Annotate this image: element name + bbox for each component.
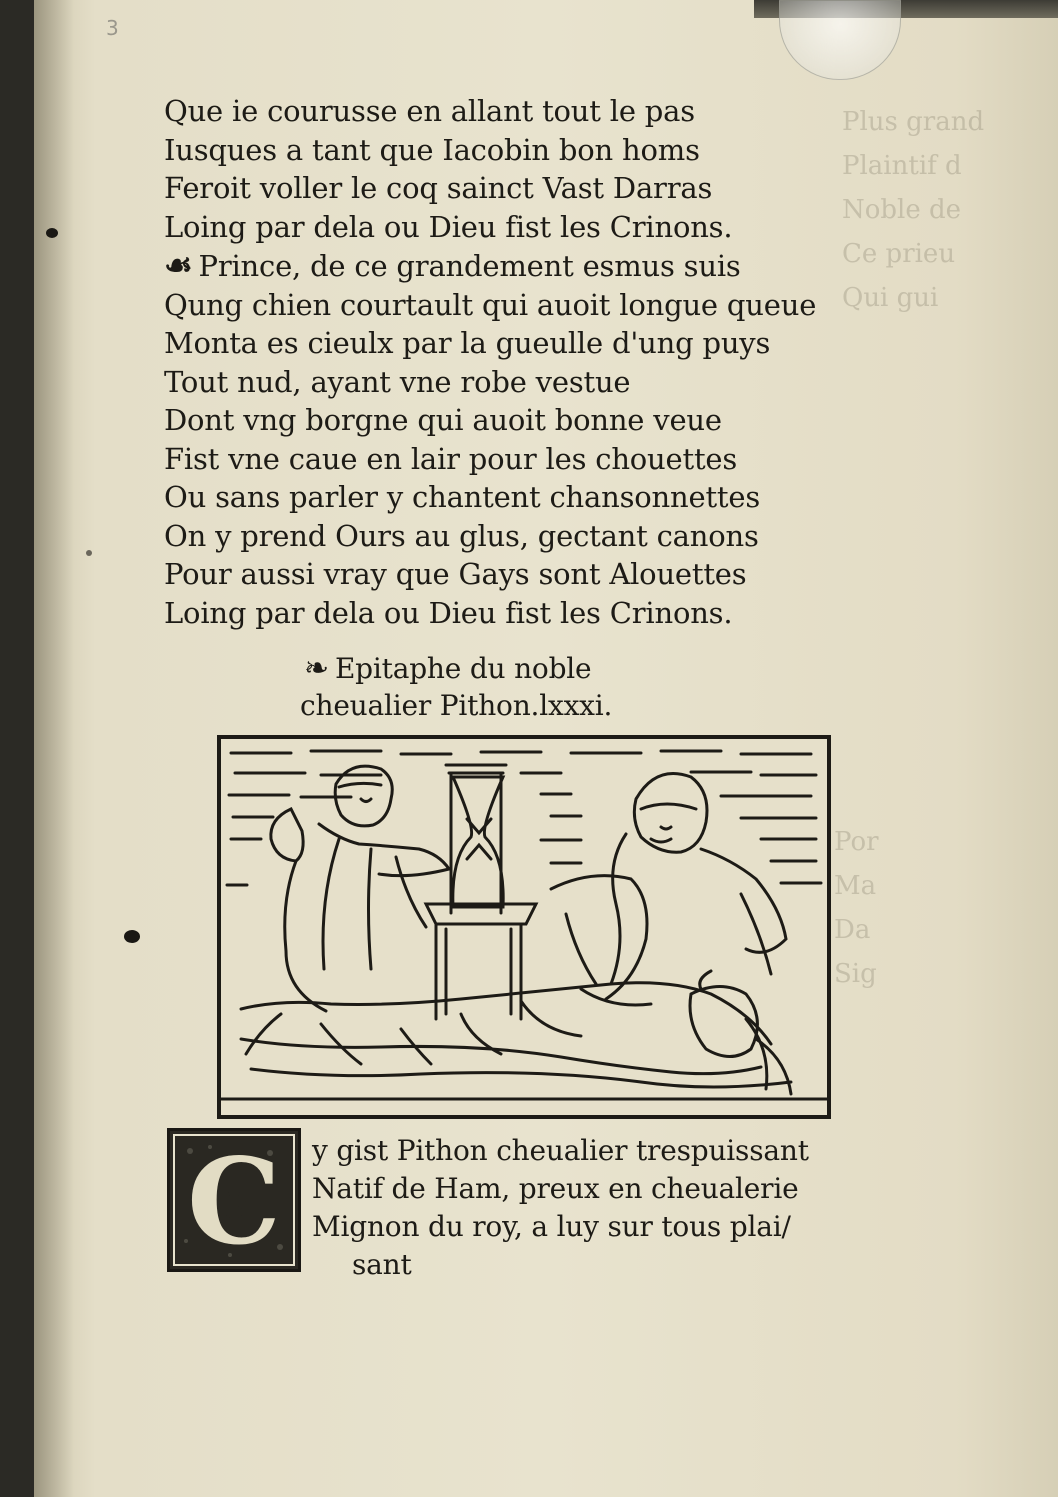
- heading-line: cheualier Pithon.lxxxi.: [300, 689, 613, 722]
- epitaph-line: Natif de Ham, preux en cheualerie: [312, 1172, 799, 1205]
- stanza-line: Pour aussi vray que Gays sont Alouettes: [164, 557, 747, 591]
- woodcut-illustration: [217, 735, 831, 1119]
- woodcut-mourners-icon: [221, 739, 827, 1115]
- fleuron-icon: ❧: [304, 651, 329, 686]
- stanza-line: Prince, de ce grandement esmus suis: [198, 249, 741, 283]
- stanza-line: Que ie courusse en allant tout le pas: [164, 94, 695, 128]
- heading-line: Epitaphe du noble: [334, 652, 592, 685]
- book-page: [34, 0, 1058, 1497]
- epitaph-text: [312, 1132, 912, 1284]
- envoi-line: [164, 246, 864, 286]
- stanza: [164, 92, 864, 632]
- ink-spot: [124, 930, 140, 943]
- stanza-line: Qung chien courtault qui auoit longue queue: [164, 287, 817, 322]
- stanza-line: Tout nud, ayant vne robe vestue: [164, 364, 631, 399]
- initial-letter-icon: [170, 1131, 298, 1269]
- stanza-line: Loing par dela ou Dieu fist les Crinons.: [164, 595, 733, 630]
- ink-spot: [46, 228, 58, 238]
- epitaph-line: sant: [352, 1248, 412, 1281]
- stanza-line: Ou sans parler y chantent chansonnettes: [164, 480, 761, 514]
- epitaph-heading: [300, 650, 724, 724]
- stanza-line: Fist vne caue en lair pour les chouettes: [164, 441, 738, 476]
- show-through-text-lower: Por Ma Da Sig: [834, 827, 879, 989]
- glass-weight: [779, 0, 901, 80]
- gutter-shadow: [34, 0, 74, 1497]
- pilcrow-icon: ☙: [164, 246, 193, 284]
- stanza-line: Feroit voller le coq sainct Vast Darras: [164, 171, 713, 205]
- show-through-text: Plus grand Plaintif d Noble de Ce prieu Qui gui: [842, 107, 985, 313]
- decorated-initial: [167, 1128, 301, 1272]
- stanza-line: Iusques a tant que Iacobin bon homs: [164, 132, 700, 167]
- pencil-mark: 3: [106, 16, 119, 40]
- stanza-line: Dont vng borgne qui auoit bonne veue: [164, 403, 722, 437]
- stanza-line: Monta es cieulx par la gueulle d'ung puys: [164, 326, 771, 360]
- ink-spot: [86, 550, 92, 556]
- stanza-line: Loing par dela ou Dieu fist les Crinons.: [164, 209, 733, 244]
- epitaph-line: y gist Pithon cheualier trespuissant: [312, 1134, 809, 1167]
- svg-text:C: C: [187, 1132, 281, 1269]
- stanza-line: On y prend Ours au glus, gectant canons: [164, 518, 759, 553]
- epitaph-line: Mignon du roy, a luy sur tous plai/: [312, 1210, 791, 1243]
